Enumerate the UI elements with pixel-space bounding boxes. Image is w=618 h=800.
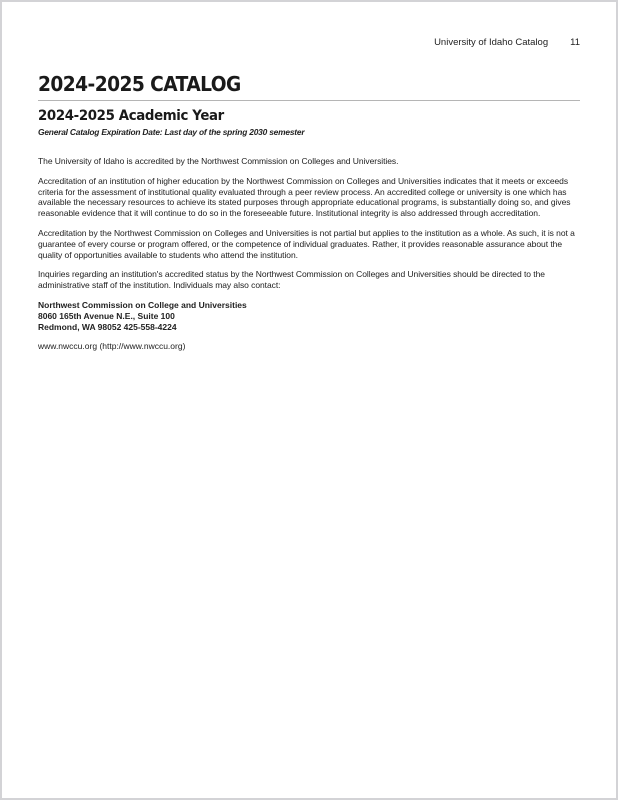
title-divider (38, 100, 580, 101)
paragraph-accreditation-meaning: Accreditation of an institution of higher education by the Northwest Commission on Colleges and Universities indicates that it meets or exceeds criteria for the assessment of institutional quality evaluated through a peer review process. An accredited college or university is one which has available the necessary resources to achieve its stated purposes through appropriate educational programs, is substantially doing so, and gives reasonable evidence that it will continue to do so in the foreseeable future. Institutional integrity is also addressed through accreditation. (38, 175, 571, 219)
page-number: 11 (570, 37, 580, 48)
running-header (434, 37, 580, 48)
academic-year-title: 2024-2025 Academic Year (38, 108, 224, 124)
address-street: 8060 165th Avenue N.E., Suite 100 (38, 310, 175, 321)
paragraph-accreditation-statement: The University of Idaho is accredited by the Northwest Commission on Colleges and Universities. (38, 156, 399, 166)
expiration-note: General Catalog Expiration Date: Last day of the spring 2030 semester (38, 127, 305, 137)
catalog-title: 2024-2025 CATALOG (38, 72, 241, 96)
paragraph-inquiries: Inquiries regarding an institution's accredited status by the Northwest Commission on Colleges and Universities should be directed to the administrative staff of the institution. Individuals may also contact: (38, 269, 545, 291)
running-title: University of Idaho Catalog (434, 37, 549, 48)
contact-address (38, 300, 580, 332)
website-link[interactable]: www.nwccu.org (38, 341, 98, 352)
address-organization: Northwest Commission on College and Universities (38, 299, 247, 310)
website-line (38, 341, 580, 351)
page-content (38, 72, 580, 351)
paragraph-accreditation-scope: Accreditation by the Northwest Commission on Colleges and Universities is not partial but applies to the institution as a whole. As such, it is not a guarantee of every course or program offered, or the competence of individual graduates. Rather, it provides reasonable assurance about the quality of opportunities available to students who attend the institution. (38, 227, 575, 260)
address-city-phone: Redmond, WA 98052 425-558-4224 (38, 321, 177, 332)
website-url-text: (http://www.nwccu.org) (99, 341, 186, 352)
